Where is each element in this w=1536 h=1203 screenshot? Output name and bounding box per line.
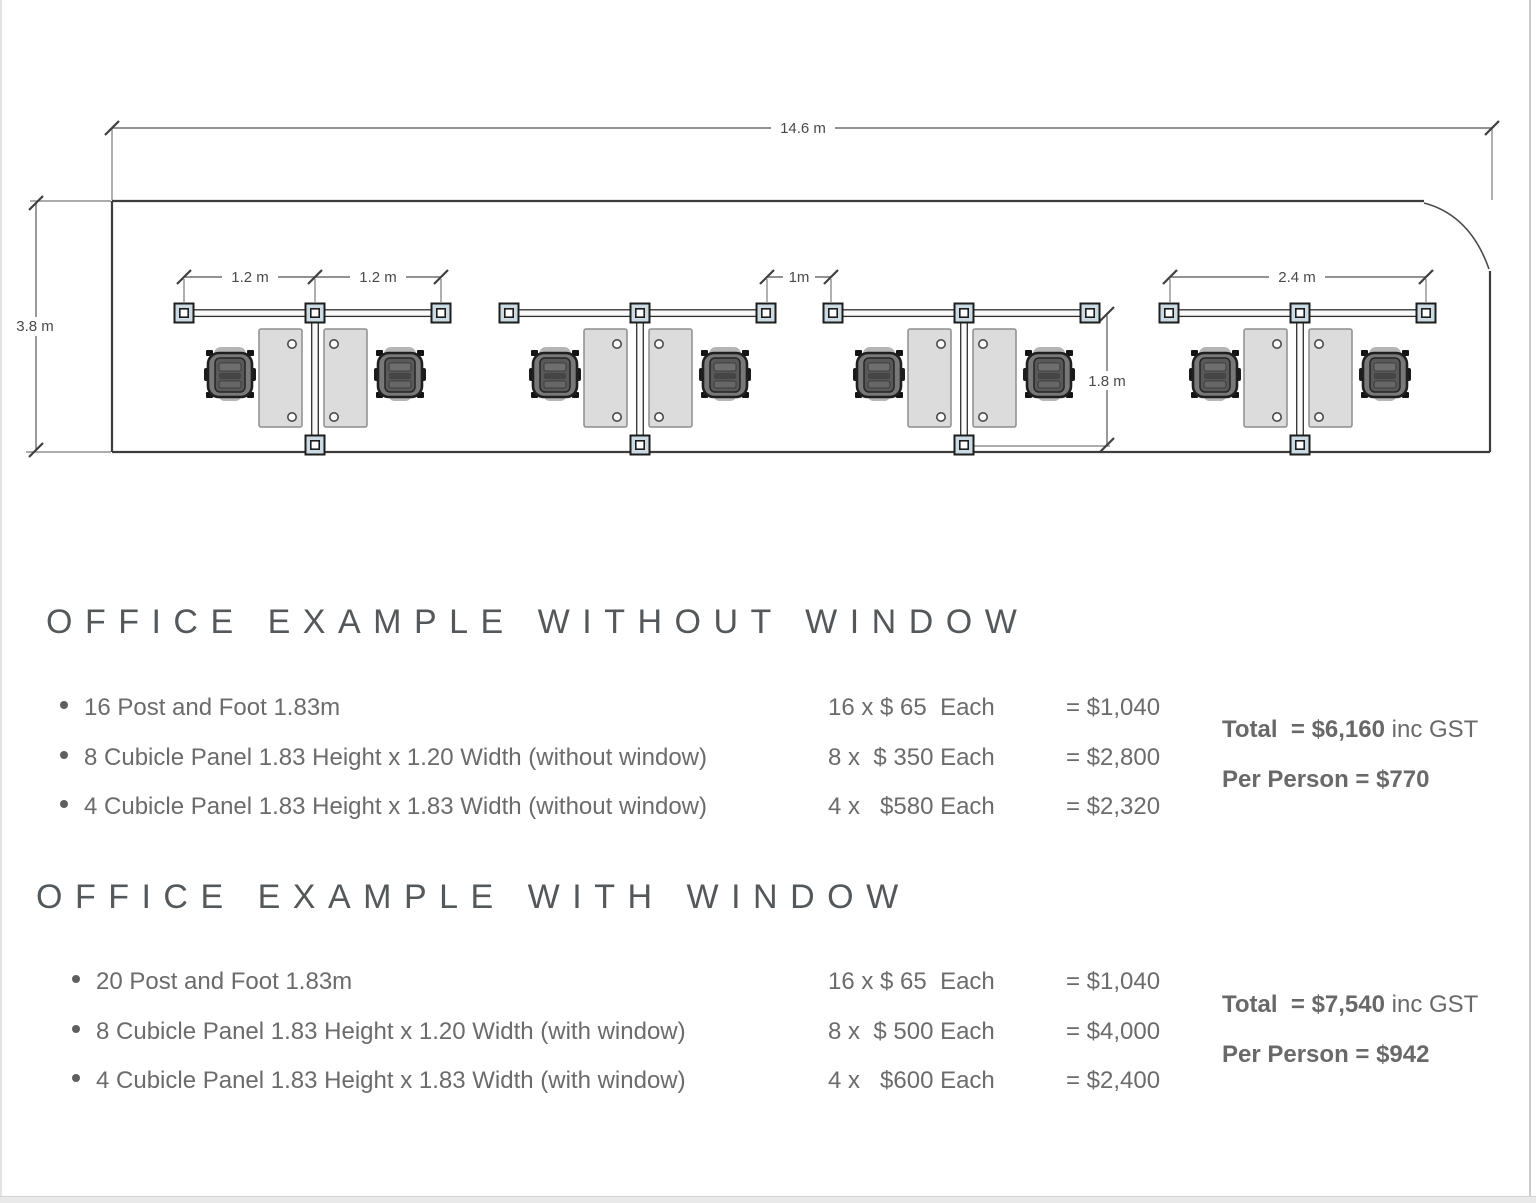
item-label: 16 Post and Foot 1.83m bbox=[84, 694, 341, 721]
dim-label-bay-left: 1.2 m bbox=[231, 269, 269, 286]
door-swing-arc bbox=[1424, 203, 1489, 269]
panel-rail-vertical bbox=[637, 321, 644, 437]
dim-label-bay-right: 1.2 m bbox=[359, 269, 397, 286]
item-subtotal: = $2,320 bbox=[1066, 793, 1161, 820]
post bbox=[500, 304, 519, 323]
item-label: 20 Post and Foot 1.83m bbox=[96, 968, 353, 995]
total-line bbox=[1222, 716, 1478, 744]
item-label: 8 Cubicle Panel 1.83 Height x 1.20 Width (with window) bbox=[96, 1018, 686, 1045]
item-qty: 4 x $600 Each bbox=[828, 1067, 995, 1094]
item-label: 8 Cubicle Panel 1.83 Height x 1.20 Width (without window) bbox=[84, 744, 707, 771]
post bbox=[1160, 304, 1179, 323]
item-subtotal: = $2,400 bbox=[1066, 1067, 1161, 1094]
dim-label-depth: 3.8 m bbox=[16, 318, 54, 335]
cubicle-group-1 bbox=[175, 304, 451, 455]
desk bbox=[259, 329, 302, 427]
item-qty: 16 x $ 65 Each bbox=[828, 968, 995, 995]
post bbox=[1417, 304, 1436, 323]
item-subtotal: = $4,000 bbox=[1066, 1018, 1161, 1045]
bullet-icon bbox=[72, 975, 80, 983]
post bbox=[432, 304, 451, 323]
post bbox=[824, 304, 843, 323]
desk bbox=[908, 329, 951, 427]
desk bbox=[584, 329, 627, 427]
bullet-icon bbox=[72, 1025, 80, 1033]
panel-rail-vertical bbox=[312, 321, 319, 437]
office-chair-icon bbox=[1189, 347, 1241, 401]
item-label: 4 Cubicle Panel 1.83 Height x 1.83 Width (with window) bbox=[96, 1067, 686, 1094]
item-qty: 4 x $580 Each bbox=[828, 793, 995, 820]
office-chair-icon bbox=[374, 347, 426, 401]
post bbox=[757, 304, 776, 323]
bullet-icon bbox=[72, 1074, 80, 1082]
post bbox=[175, 304, 194, 323]
office-chair-icon bbox=[204, 347, 256, 401]
post bbox=[306, 304, 325, 323]
post bbox=[631, 436, 650, 455]
desk bbox=[973, 329, 1016, 427]
dim-label-double-bay: 2.4 m bbox=[1278, 269, 1316, 286]
office-chair-icon bbox=[853, 347, 905, 401]
post bbox=[306, 436, 325, 455]
item-subtotal: = $1,040 bbox=[1066, 694, 1161, 721]
per-person-line: Per Person = $942 bbox=[1222, 1041, 1430, 1068]
total-suffix: inc GST bbox=[1384, 716, 1479, 743]
item-qty: 8 x $ 350 Each bbox=[828, 744, 995, 771]
line-item-row bbox=[0, 1067, 1536, 1099]
post bbox=[955, 436, 974, 455]
item-subtotal: = $1,040 bbox=[1066, 968, 1161, 995]
total-amount: Total = $7,540 bbox=[1222, 991, 1385, 1018]
floor-plan bbox=[0, 0, 1536, 560]
office-chair-icon bbox=[529, 347, 581, 401]
per-person-line: Per Person = $770 bbox=[1222, 766, 1430, 793]
bullet-icon bbox=[60, 800, 68, 808]
post bbox=[631, 304, 650, 323]
item-qty: 16 x $ 65 Each bbox=[828, 694, 995, 721]
total-suffix: inc GST bbox=[1384, 991, 1479, 1018]
panel-rail-vertical bbox=[1297, 321, 1304, 437]
cubicle-group-3 bbox=[824, 304, 1100, 455]
total-line bbox=[1222, 991, 1478, 1019]
panel-rail-vertical bbox=[961, 321, 968, 437]
dim-label-aisle: 1m bbox=[788, 269, 810, 286]
cubicle-group-4 bbox=[1160, 304, 1436, 455]
item-subtotal: = $2,800 bbox=[1066, 744, 1161, 771]
office-chair-icon bbox=[1023, 347, 1075, 401]
dim-label-overall: 14.6 m bbox=[780, 120, 826, 137]
page-bottom-border bbox=[0, 1196, 1536, 1203]
dim-label-cubicle-depth: 1.8 m bbox=[1088, 373, 1126, 390]
total-amount: Total = $6,160 bbox=[1222, 716, 1385, 743]
section-heading-without-window: OFFICE EXAMPLE WITHOUT WINDOW bbox=[46, 603, 1030, 641]
post bbox=[1291, 436, 1310, 455]
post bbox=[1291, 304, 1310, 323]
item-qty: 8 x $ 500 Each bbox=[828, 1018, 995, 1045]
section-heading-with-window: OFFICE EXAMPLE WITH WINDOW bbox=[36, 878, 911, 916]
office-chair-icon bbox=[699, 347, 751, 401]
bullet-icon bbox=[60, 751, 68, 759]
office-chair-icon bbox=[1359, 347, 1411, 401]
cubicle-group-2 bbox=[500, 304, 776, 455]
desk bbox=[324, 329, 367, 427]
line-item-row bbox=[0, 793, 1536, 825]
item-label: 4 Cubicle Panel 1.83 Height x 1.83 Width (without window) bbox=[84, 793, 707, 820]
bullet-icon bbox=[60, 701, 68, 709]
post bbox=[955, 304, 974, 323]
desk bbox=[1309, 329, 1352, 427]
desk bbox=[649, 329, 692, 427]
desk bbox=[1244, 329, 1287, 427]
post bbox=[1081, 304, 1100, 323]
